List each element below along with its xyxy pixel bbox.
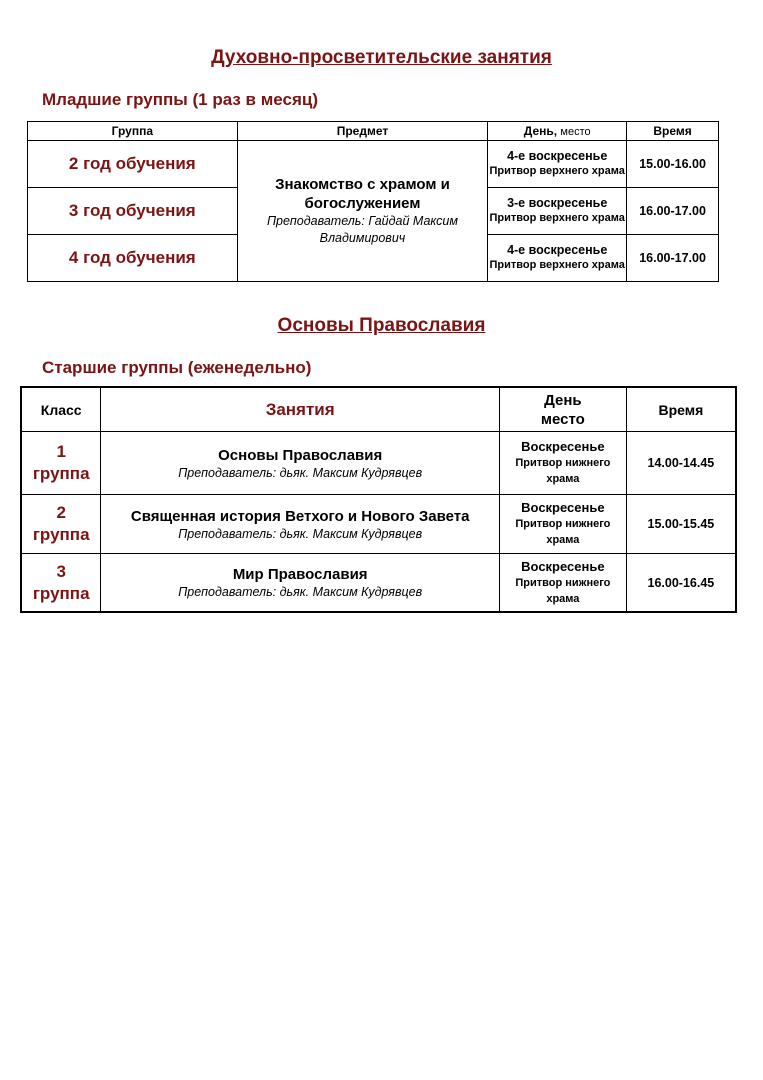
- table-header-row: [21, 387, 736, 432]
- day-text: 4-е воскресенье: [507, 149, 608, 163]
- time-cell: 16.00-17.00: [627, 235, 719, 282]
- day-cell: [499, 495, 626, 554]
- header-day: [488, 122, 627, 141]
- day-cell: [488, 235, 627, 282]
- klass-word: группа: [32, 464, 90, 483]
- subject-title: Знакомство с храмом и богослужением: [275, 176, 450, 212]
- klass-number: 3: [56, 561, 66, 581]
- day-cell: [488, 188, 627, 235]
- time-cell: 16.00-17.00: [627, 188, 719, 235]
- time-cell: 15.00-16.00: [627, 141, 719, 188]
- day-text: Воскресенье: [521, 500, 605, 515]
- day-cell: [488, 141, 627, 188]
- header-day-line2: место: [540, 410, 585, 428]
- subject-title: Мир Православия: [232, 566, 368, 583]
- day-text: Воскресенье: [521, 439, 605, 454]
- place-text: Притвор нижнего храма: [515, 576, 611, 605]
- header-group: Группа: [28, 122, 238, 141]
- subject-teacher: Преподаватель: дьяк. Максим Кудрявцев: [178, 526, 423, 541]
- klass-number: 1: [56, 442, 66, 461]
- header-day: [499, 387, 626, 432]
- subject-cell: [101, 495, 500, 554]
- subject-cell: [237, 141, 488, 282]
- header-time: Время: [627, 122, 719, 141]
- junior-groups-table: [27, 121, 719, 282]
- table-row: [21, 554, 736, 613]
- klass-cell: [21, 554, 101, 613]
- subject-teacher: Преподаватель: дьяк. Максим Кудрявцев: [178, 585, 423, 599]
- subject-teacher: Преподаватель: Гайдай Максим Владимирович: [266, 214, 458, 245]
- place-text: Притвор верхнего храма: [489, 165, 625, 177]
- section2-title: Основы Православия: [277, 315, 486, 336]
- header-day-main: День,: [523, 124, 558, 138]
- day-cell: [499, 554, 626, 613]
- table-row: [21, 432, 736, 495]
- place-text: Притвор нижнего храма: [515, 518, 611, 546]
- place-text: Притвор нижнего храма: [515, 457, 611, 485]
- time-cell: 14.00-14.45: [626, 432, 736, 495]
- section2-subtitle: Старшие группы (еженедельно): [42, 358, 312, 377]
- header-time: Время: [626, 387, 736, 432]
- subject-title: Священная история Ветхого и Нового Завета: [130, 507, 470, 525]
- header-day-small: место: [560, 126, 591, 138]
- header-subject: Предмет: [237, 122, 488, 141]
- header-zanyatiya: Занятия: [101, 387, 500, 432]
- table-row: [28, 141, 719, 188]
- subject-teacher: Преподаватель: дьяк. Максим Кудрявцев: [178, 465, 423, 480]
- klass-word: группа: [32, 583, 90, 603]
- header-day-line1: День: [544, 391, 582, 409]
- subject-title: Основы Православия: [218, 446, 383, 464]
- klass-word: группа: [32, 525, 90, 544]
- day-text: 4-е воскресенье: [507, 243, 608, 257]
- time-cell: 16.00-16.45: [626, 554, 736, 613]
- group-cell: 2 год обучения: [28, 141, 238, 188]
- day-text: 3-е воскресенье: [507, 196, 608, 210]
- group-cell: 4 год обучения: [28, 235, 238, 282]
- group-cell: 3 год обучения: [28, 188, 238, 235]
- table-header-row: [28, 122, 719, 141]
- subject-cell: [101, 432, 500, 495]
- place-text: Притвор верхнего храма: [489, 259, 625, 271]
- section1-subtitle: Младшие группы (1 раз в месяц): [42, 90, 319, 109]
- day-cell: [499, 432, 626, 495]
- senior-groups-table: [20, 386, 737, 613]
- klass-number: 2: [56, 503, 66, 522]
- header-klass: Класс: [21, 387, 101, 432]
- time-cell: 15.00-15.45: [626, 495, 736, 554]
- place-text: Притвор верхнего храма: [489, 212, 625, 224]
- klass-cell: [21, 432, 101, 495]
- table-row: [21, 495, 736, 554]
- subject-cell: [101, 554, 500, 613]
- klass-cell: [21, 495, 101, 554]
- day-text: Воскресенье: [521, 558, 605, 574]
- section1-title: Духовно-просветительские занятия: [211, 47, 552, 68]
